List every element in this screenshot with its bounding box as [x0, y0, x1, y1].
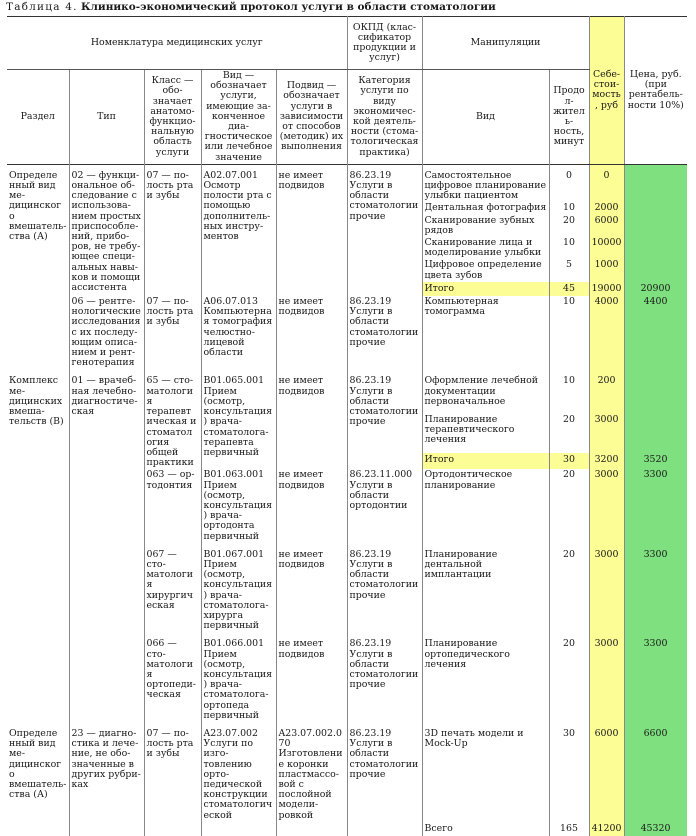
- total-cost: 19000: [589, 282, 624, 296]
- manipulation-name: Планирование дентальной имплантации: [422, 549, 549, 633]
- manipulation-name: Оформление лечебной документации первоначальное: [422, 375, 549, 414]
- manipulation-cost: 200: [589, 375, 624, 414]
- total-label: Итого: [422, 453, 549, 470]
- cell-subkind: не имеет подвидов: [276, 375, 347, 469]
- price-value: 3300: [643, 638, 668, 650]
- manipulation-cost: 1000: [589, 259, 624, 281]
- manipulation-cost: 3000: [589, 414, 624, 453]
- cell-class: 65 — стоматология терапевтическая и стоматология общей практики: [144, 375, 201, 469]
- cell-class: 07 — полость рта и зубы: [144, 164, 201, 296]
- cell-category: 86.23.19 Услуги в области стоматологии прочие: [347, 638, 422, 722]
- price-value: 4400: [643, 296, 668, 308]
- price-value: 45320: [640, 822, 671, 834]
- cell-category: 86.23.19 Услуги в области стоматологии прочие: [347, 728, 422, 822]
- table-row: [7, 164, 687, 202]
- total-duration: 30: [549, 453, 589, 470]
- cell-kind: A02.07.001 Осмотр полости рта с помощью дополнительных инструментов: [201, 164, 276, 296]
- header-okpd: ОКПД (классификатор продукции и услуг): [347, 17, 422, 70]
- price-value: 3300: [643, 469, 668, 481]
- price-value: 6600: [643, 727, 668, 739]
- manipulation-cost: 3000: [589, 638, 624, 722]
- price-value: 3300: [643, 548, 668, 560]
- caption-prefix: Таблица 4.: [6, 1, 78, 13]
- manipulation-cost: 10000: [589, 237, 624, 259]
- cell-class: 066 — стоматология ортопедическая: [144, 638, 201, 722]
- manipulation-duration: 10: [549, 375, 589, 414]
- cell-subkind: не имеет подвидов: [276, 164, 347, 296]
- manipulation-name: Дентальная фотография: [422, 202, 549, 214]
- cell-class: 063 — ортодонтия: [144, 469, 201, 542]
- cell-kind: B01.065.001 Прием (осмотр, консультация) врача-стоматолога-терапевта первичный: [201, 375, 276, 469]
- table-row: [7, 375, 687, 414]
- manipulation-duration: 10: [549, 296, 589, 369]
- table-row: [7, 296, 687, 369]
- header-price: Цена, руб.(при рентабельности 10%): [624, 17, 687, 165]
- header-kind: Вид — обозначает услуги, имеющие законченное диагностическое или лечебное значение: [201, 70, 276, 165]
- header-type: Тип: [69, 70, 144, 165]
- table-caption: [6, 1, 496, 13]
- cell-type: 02 — функциональное обследование с использованием простых приспособлений, приборов, не требующее специальных навыков и помощи ассистента: [69, 164, 144, 296]
- grand-total-label: Всего: [422, 822, 549, 836]
- grand-total-row: [7, 822, 687, 836]
- cell-type: 23 — диагностика и лечение, не обозначенные в других рубриках: [69, 728, 144, 822]
- cell-class: 07 — полость рта и зубы: [144, 728, 201, 822]
- cell-subkind: A23.07.002.070 Изготовление коронки пластмассовой с послойной моделировкой: [276, 728, 347, 822]
- manipulation-duration: 10: [549, 237, 589, 259]
- caption-title: Клинико-экономический протокол услуги в области стоматологии: [80, 1, 496, 13]
- cell-category: 86.23.11.000 Услуги в области ортодонтии: [347, 469, 422, 542]
- cell-class: 067 — стоматология хирургическая: [144, 549, 201, 633]
- manipulation-duration: 20: [549, 215, 589, 237]
- manipulation-name: Компьютерная томограмма: [422, 296, 549, 369]
- total-duration: 45: [549, 282, 589, 296]
- manipulation-cost: 4000: [589, 296, 624, 369]
- cell-kind: A06.07.013 Компьютерная томография челюстно-лицевой области: [201, 296, 276, 369]
- manipulation-duration: 10: [549, 202, 589, 214]
- manipulation-duration: 20: [549, 414, 589, 453]
- cell-section: Определенный вид медицинского вмешательства (А): [9, 727, 67, 801]
- cell-section: Комплекс медицинских вмешательств (В): [9, 375, 64, 428]
- cell-category: 86.23.19 Услуги в области стоматологии прочие: [347, 164, 422, 296]
- table-row: [7, 469, 687, 542]
- total-cost: 3200: [589, 453, 624, 470]
- manipulation-cost: 0: [589, 164, 624, 202]
- manipulation-name: Планирование ортопедического лечения: [422, 638, 549, 722]
- header-manip-kind: Вид: [422, 70, 549, 165]
- manipulation-name: Ортодонтическое планирование: [422, 469, 549, 542]
- total-label: Итого: [422, 282, 549, 296]
- cell-section: Определенный вид медицинского вмешательства (А): [9, 169, 67, 243]
- clinical-economic-protocol-table: [7, 16, 687, 836]
- header-section: Раздел: [20, 110, 55, 122]
- header-nomenclature: Номенклатура медицинских услуг: [7, 17, 347, 70]
- manipulation-duration: 30: [549, 728, 589, 794]
- cell-category: 86.23.19 Услуги в области стоматологии прочие: [347, 296, 422, 369]
- cell-kind: B01.066.001 Прием (осмотр, консультация) врача-стоматолога-ортопеда первичный: [201, 638, 276, 722]
- cell-kind: B01.067.001 Прием (осмотр, консультация) врача-стоматолога-хирурга первичный: [201, 549, 276, 633]
- table-row: [7, 728, 687, 794]
- cell-type: 01 — врачебная лечебно-диагностическая: [69, 375, 144, 469]
- cell-subkind: не имеет подвидов: [276, 638, 347, 722]
- manipulation-cost: 6000: [589, 728, 624, 794]
- manipulation-cost: 2000: [589, 202, 624, 214]
- table-row: [7, 638, 687, 722]
- cell-category: 86.23.19 Услуги в области стоматологии прочие: [347, 375, 422, 469]
- manipulation-name: Цифровое определение цвета зубов: [422, 259, 549, 281]
- cell-subkind: не имеет подвидов: [276, 469, 347, 542]
- manipulation-name: Сканирование лица и моделирование улыбки: [422, 237, 549, 259]
- manipulation-name: 3D печать модели и Mock-Up: [422, 728, 549, 794]
- manipulation-duration: 5: [549, 259, 589, 281]
- manipulation-duration: 20: [549, 549, 589, 633]
- table-row: [7, 549, 687, 633]
- cell-class: 07 — полость рта и зубы: [144, 296, 201, 369]
- manipulation-cost: 3000: [589, 469, 624, 542]
- price-value: 20900: [640, 282, 671, 294]
- manipulation-duration: 0: [549, 164, 589, 202]
- header-class: Класс — обозначает анатомо-функциональную область услуги: [144, 70, 201, 165]
- manipulation-duration: 20: [549, 469, 589, 542]
- header-manipulations: Манипуляции: [422, 17, 589, 70]
- cell-subkind: не имеет подвидов: [276, 549, 347, 633]
- cell-kind: A23.07.002 Услуги по изготовлению ортопедической конструкции стоматологической: [201, 728, 276, 822]
- grand-total-cost: 41200: [589, 822, 624, 836]
- manipulation-name: Самостоятельное цифровое планирование улыбки пациентом: [422, 164, 549, 202]
- grand-total-duration: 165: [549, 822, 589, 836]
- price-value: 3520: [643, 453, 668, 465]
- header-subkind: Подвид — обозначает услуги в зависимости от способов (методик) их выполнения: [276, 70, 347, 165]
- manipulation-name: Планирование терапевтического лечения: [422, 414, 549, 453]
- cell-subkind: не имеет подвидов: [276, 296, 347, 369]
- header-cost: Себестоимость, руб: [589, 17, 624, 165]
- cell-kind: B01.063.001 Прием (осмотр, консультация) врача-ортодонта первичный: [201, 469, 276, 542]
- header-duration: Продолжительность, минут: [549, 70, 589, 165]
- manipulation-name: Сканирование зубных рядов: [422, 215, 549, 237]
- manipulation-cost: 6000: [589, 215, 624, 237]
- cell-type: 06 — рентгенологические исследования с их последующим описанием и рентгенотерапия: [69, 296, 144, 369]
- cell-category: 86.23.19 Услуги в области стоматологии прочие: [347, 549, 422, 633]
- header-category: Категория услуги по виду экономической деятельности (стоматологическая практика): [347, 70, 422, 165]
- manipulation-duration: 20: [549, 638, 589, 722]
- manipulation-cost: 3000: [589, 549, 624, 633]
